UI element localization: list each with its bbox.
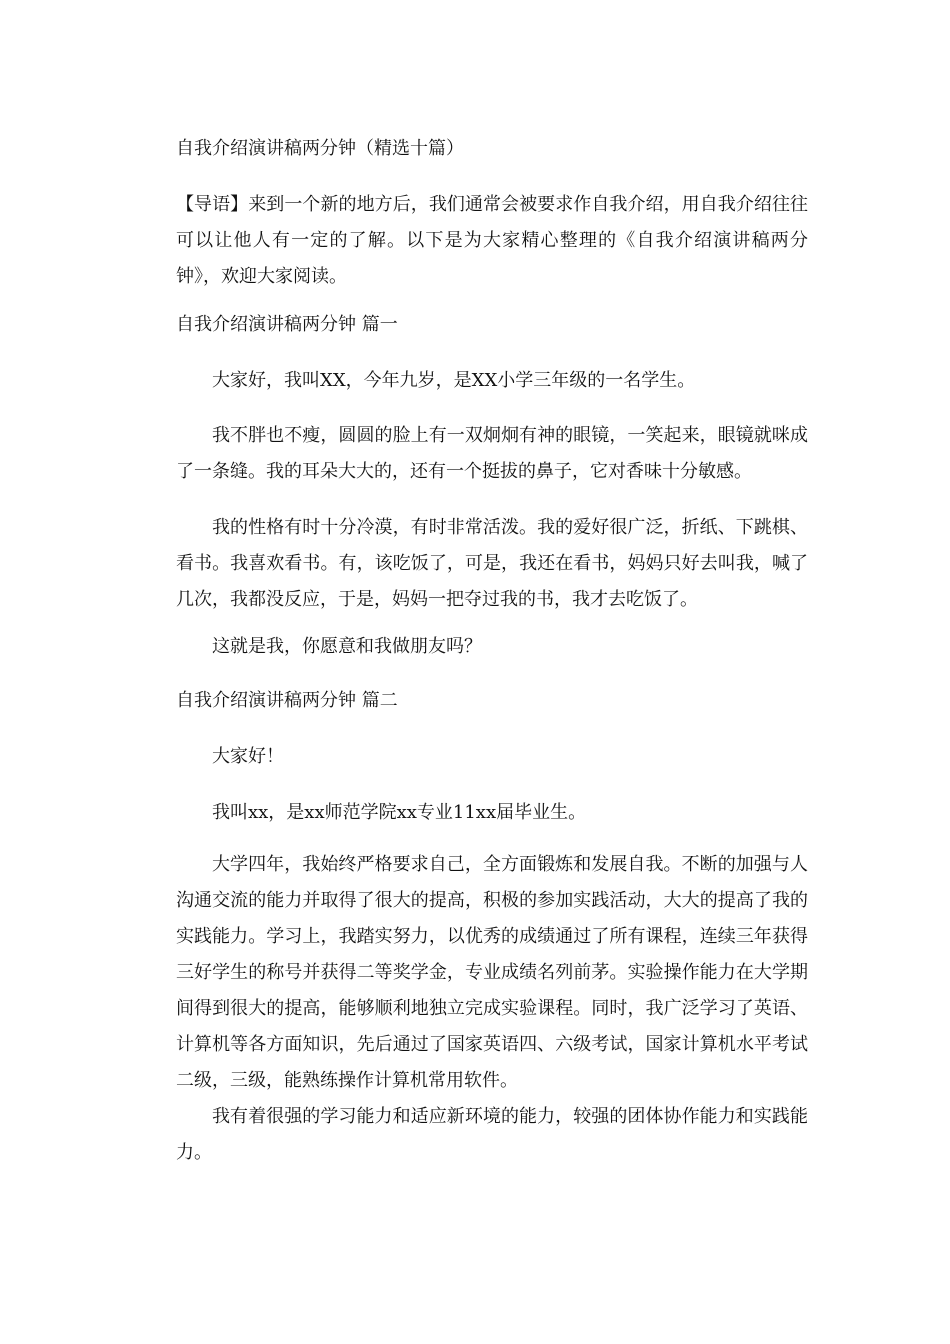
section-2-paragraph-3: 大学四年，我始终严格要求自己，全方面锻炼和发展自我。不断的加强与人沟通交流的能力并取得了很大的提高，积极的参加实践活动，大大的提高了我的实践能力。学习上，我踏实努力，以优秀的成绩通过了所有课程，连续三年获得三好学生的称号并获得二等奖学金，专业成绩名列前茅。实验操作能力在大学期间得到很大的提高，能够顺利地独立完成实验课程。同时，我广泛学习了英语、计算机等各方面知识，先后通过了国家英语四、六级考试，国家计算机水平考试二级，三级，能熟练操作计算机常用软件。 [176, 854, 808, 1091]
section-2-heading: 自我介绍演讲稿两分钟 篇二 [176, 690, 398, 711]
section-1-paragraph-1: 大家好，我叫XX，今年九岁，是XX小学三年级的一名学生。 [212, 370, 696, 391]
section-1-paragraph-2: 我不胖也不瘦，圆圆的脸上有一双炯炯有神的眼镜，一笑起来，眼镜就咪成了一条缝。我的耳朵大大的，还有一个挺拔的鼻子，它对香味十分敏感。 [176, 425, 808, 482]
section-2-paragraph-1: 大家好！ [212, 746, 284, 767]
section-1-paragraph-4: 这就是我，你愿意和我做朋友吗？ [212, 636, 482, 657]
section-1-paragraph-3: 我的性格有时十分冷漠，有时非常活泼。我的爱好很广泛，折纸、下跳棋、看书。我喜欢看书。有，该吃饭了，可是，我还在看书，妈妈只好去叫我，喊了几次，我都没反应，于是，妈妈一把夺过我的书，我才去吃饭了。 [176, 517, 808, 610]
section-2-paragraph-2: 我叫xx，是xx师范学院xx专业11xx届毕业生。 [212, 802, 587, 823]
section-1-heading: 自我介绍演讲稿两分钟 篇一 [176, 314, 398, 335]
document-title: 自我介绍演讲稿两分钟（精选十篇） [176, 138, 464, 159]
section-2-paragraph-4: 我有着很强的学习能力和适应新环境的能力，较强的团体协作能力和实践能力。 [176, 1106, 808, 1163]
intro-paragraph: 【导语】来到一个新的地方后，我们通常会被要求作自我介绍，用自我介绍往往可以让他人有一定的了解。以下是为大家精心整理的《自我介绍演讲稿两分钟》，欢迎大家阅读。 [176, 194, 808, 287]
